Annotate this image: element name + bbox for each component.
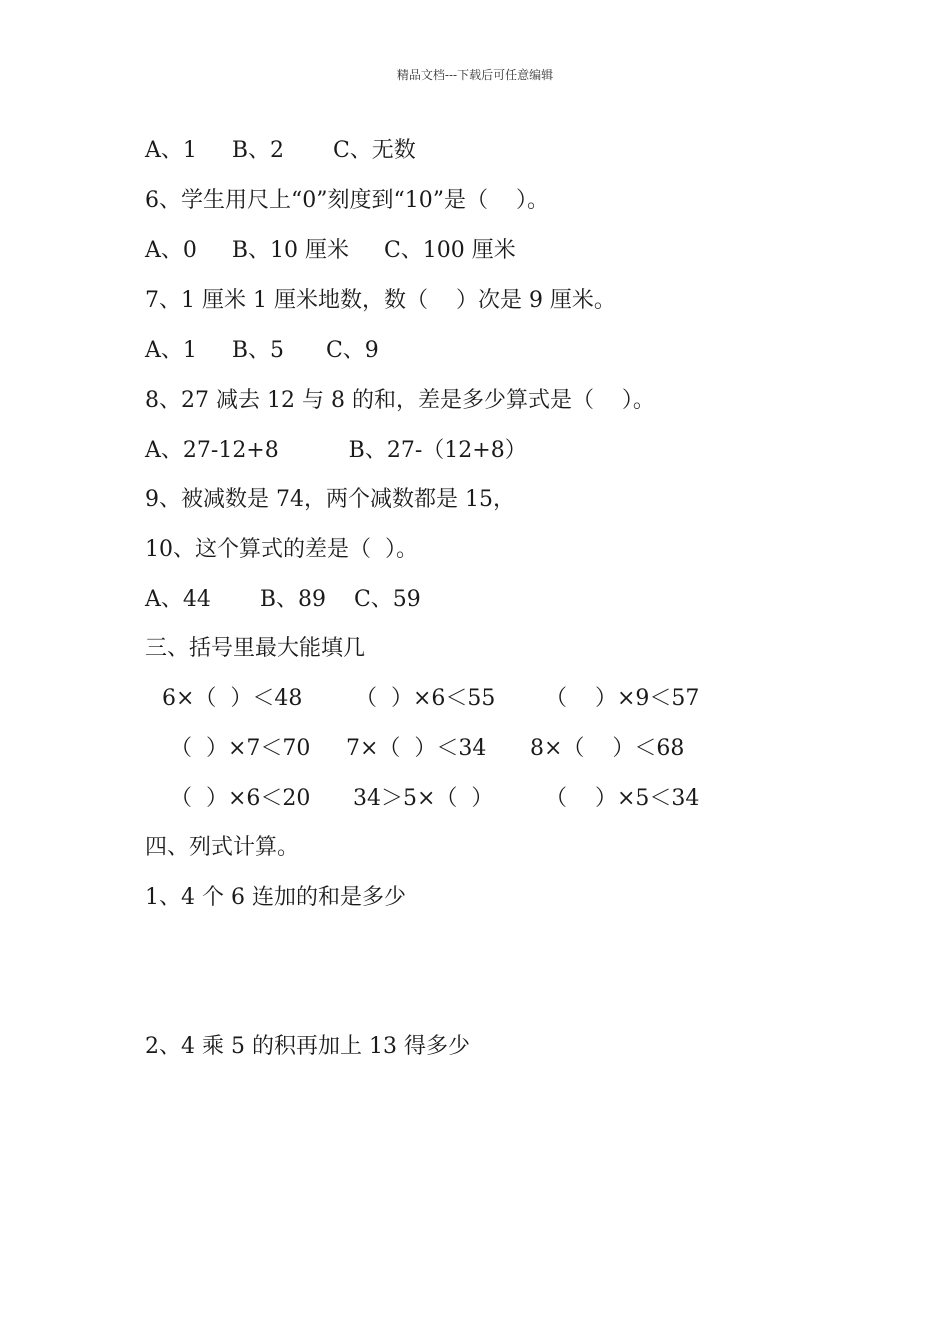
question-8: 8、27 减去 12 与 8 的和，差是多少算式是（ ）。: [145, 388, 655, 413]
options-line-8: A、27-12+8 B、27-（12+8）: [145, 438, 527, 463]
question-6: 6、学生用尺上“0”刻度到“10”是（ ）。: [145, 188, 549, 213]
fill-blank-r3c1: （ ）×6＜20: [170, 786, 311, 811]
fill-blank-r3c2: 34＞5×（ ）: [353, 786, 494, 811]
fill-blank-r1c2: （ ）×6＜55: [355, 686, 496, 711]
options-line-10: A、44 B、89 C、59: [145, 587, 421, 612]
options-line-6: A、0 B、10 厘米 C、100 厘米: [145, 238, 516, 263]
fill-blank-r2c3: 8×（ ）＜68: [530, 736, 685, 761]
section-3-title: 三、括号里最大能填几: [145, 636, 366, 661]
calc-question-1: 1、4 个 6 连加的和是多少: [145, 885, 406, 910]
page-header: 精品文档---下载后可任意编辑: [396, 68, 554, 82]
options-line-7: A、1 B、5 C、9: [145, 338, 379, 363]
question-7: 7、1 厘米 1 厘米地数，数（ ）次是 9 厘米。: [145, 288, 616, 313]
fill-blank-r2c1: （ ）×7＜70: [170, 736, 311, 761]
fill-blank-r1c3: （ ）×9＜57: [545, 686, 700, 711]
question-10: 10、这个算式的差是（ ）。: [145, 537, 418, 562]
section-4-title: 四、列式计算。: [145, 835, 300, 860]
fill-blank-r1c1: 6×（ ）＜48: [162, 686, 303, 711]
fill-blank-r2c2: 7×（ ）＜34: [346, 736, 487, 761]
options-line-5: A、1 B、2 C、无数: [145, 138, 416, 163]
question-9: 9、被减数是 74，两个减数都是 15，: [145, 487, 515, 512]
calc-question-2: 2、4 乘 5 的积再加上 13 得多少: [145, 1034, 470, 1059]
fill-blank-r3c3: （ ）×5＜34: [545, 786, 700, 811]
